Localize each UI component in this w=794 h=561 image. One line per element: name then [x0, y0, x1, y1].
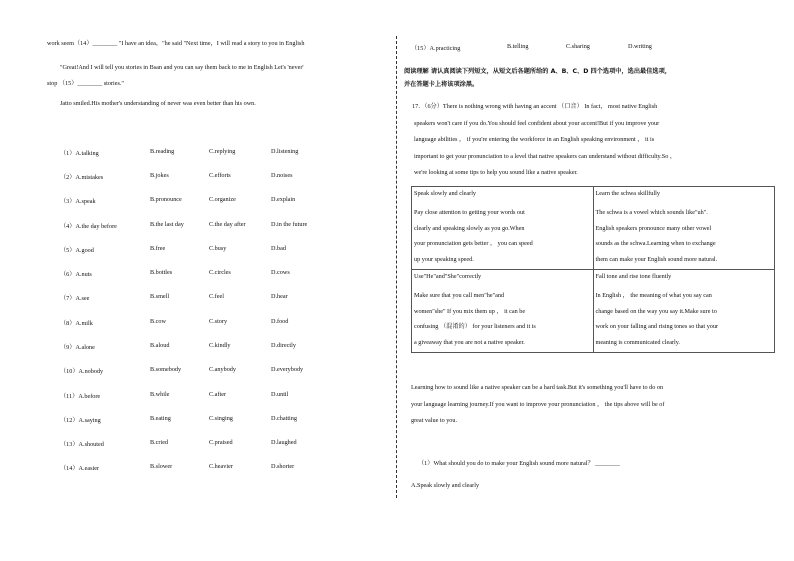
- reading-paragraph-1: [404, 99, 776, 182]
- tip-cell-tone: [593, 270, 775, 353]
- option-d: D.listening: [271, 148, 299, 155]
- passage-line-1: work seem（14）________ "I have an idea，"he said "Next time，I will read a story to you in English: [47, 40, 305, 47]
- option-b: B.bottles: [150, 269, 173, 276]
- option-a: （2）A.mistakes: [60, 174, 104, 181]
- option-c: C.anybody: [209, 366, 236, 373]
- option-b: B.cried: [150, 439, 169, 446]
- option-c: C.efforts: [209, 172, 231, 179]
- option-a: （13）A.shouted: [60, 441, 104, 448]
- option-a: （4）A.the day before: [60, 223, 117, 230]
- tip-line: change based on the way you say it.Make sure to: [595, 307, 717, 315]
- option-a: （8）A.milk: [60, 320, 93, 327]
- tip-line: The schwa is a vowel which sounds like"uh".: [595, 209, 708, 216]
- option-c: C.story: [209, 318, 228, 325]
- option-d: D.chatting: [271, 415, 297, 422]
- tip-line: In English ， the meaning of what you say can: [595, 292, 712, 299]
- option-a: （1）A.talking: [60, 150, 99, 157]
- paragraph-line: language abilities ， if you're entering the workforce in an English speaking environment ， it is: [414, 136, 655, 143]
- answer-option-a: A.Speak slowly and clearly: [411, 482, 480, 489]
- paragraph-line: 17．（6分）There is nothing wrong with having an accent （口音） In fact， most native English: [412, 103, 658, 110]
- tip-line: confusing （混淆的） for your listeners and it is: [414, 323, 536, 330]
- option-b: B.cow: [150, 318, 166, 325]
- option-a: （6）A.nuts: [60, 271, 92, 278]
- option-a: （7）A.see: [60, 295, 90, 302]
- paragraph-line: great value to you.: [411, 417, 458, 424]
- option-d: D.everybody: [271, 366, 304, 373]
- option-a: （12）A.saying: [60, 417, 101, 424]
- option-b: B.aloud: [150, 342, 170, 349]
- instruction-line-2: 并在答题卡上将该项涂黑。: [404, 81, 479, 88]
- option-b: B.pronounce: [150, 196, 182, 203]
- tip-line: up your speaking speed.: [414, 255, 474, 263]
- option-d: D.food: [271, 318, 289, 325]
- option-a: （9）A.alone: [60, 344, 95, 351]
- option-c: C.after: [209, 391, 227, 398]
- option-c: C.circles: [209, 269, 231, 276]
- option-d: D.laughed: [271, 439, 297, 446]
- option-c: C.feel: [209, 293, 224, 300]
- option-b: B.jokes: [150, 172, 169, 179]
- option-b: B.smell: [150, 293, 170, 300]
- option-a: （14）A.easier: [60, 465, 100, 472]
- tip-title: Speak slowly and clearly: [414, 190, 477, 197]
- option-c: C.busy: [209, 245, 227, 252]
- option-d: D.hear: [271, 293, 288, 300]
- option-c: C.replying: [209, 148, 236, 155]
- tip-line: work on your falling and rising tones so that your: [595, 323, 719, 330]
- tip-line: Pay close attention to getting your words out: [414, 209, 525, 216]
- tip-line: Make sure that you call men"he"and: [414, 292, 505, 299]
- option-b: B.slower: [150, 463, 173, 470]
- option-c: C.the day after: [209, 221, 246, 228]
- tips-table: [411, 186, 775, 353]
- tip-line: sounds as the schwa.Learning when to exchange: [595, 240, 716, 247]
- tip-title: Learn the schwa skillfully: [595, 190, 660, 197]
- tip-line: meaning is communicated clearly.: [595, 338, 680, 346]
- tip-title: Fall tone and rise tone fluently: [595, 273, 672, 280]
- tip-cell-he-she: [412, 270, 594, 353]
- option-b: B.free: [150, 245, 166, 252]
- passage-line-4: Jatto smiled.His mother's understanding of never was even better than his own.: [60, 100, 256, 107]
- tip-line: English speakers pronounce many other vowel: [595, 224, 712, 232]
- tip-line: a giveaway that you are not a native speaker.: [414, 338, 525, 346]
- paragraph-line: important to get your pronunciation to a level that native speakers can understand without difficulty.So ，: [414, 152, 677, 160]
- option-a: （15）A.practicing: [411, 45, 461, 52]
- instruction-line-1: 阅读理解 请认真阅读下列短文，从短文后各题所给的 A、B、C、D 四个选项中，选出最佳选项，: [404, 68, 671, 75]
- option-b: B.eating: [150, 415, 171, 422]
- option-a: （3）A.speak: [60, 198, 96, 205]
- paragraph-line: speakers won't care if you do.You should feel confident about your accent!But if you improve your: [414, 119, 660, 127]
- option-b: B.while: [150, 391, 170, 398]
- option-c: C.organize: [209, 196, 236, 203]
- tip-title: Use"He"and"She"correctly: [414, 273, 482, 280]
- option-d: D.noises: [271, 172, 293, 179]
- option-a: （11）A.before: [60, 393, 101, 400]
- option-b: B.the last day: [150, 221, 184, 228]
- paragraph-line: we're looking at some tips to help you sound like a native speaker.: [414, 169, 578, 176]
- option-d: D.in the future: [271, 221, 308, 228]
- option-d: D.bad: [271, 245, 286, 252]
- option-d: D.until: [271, 391, 289, 398]
- option-d: D.directly: [271, 342, 296, 349]
- tip-cell-speak-slowly: [412, 187, 594, 270]
- paragraph-line: Learning how to sound like a native speaker can be a hard task.But it's something you'll have to do on: [411, 384, 664, 391]
- option-c: C.heavier: [209, 463, 233, 470]
- question-1: （1）What should you do to make your English sound more natural？ ________: [418, 460, 620, 467]
- tip-cell-schwa: [593, 187, 775, 270]
- option-c: C.praised: [209, 439, 233, 446]
- option-b: B.telling: [507, 43, 529, 50]
- passage-line-2: "Great!And I will tell you stories in Bsan and you can say them back to me in English Let's 'never': [60, 64, 304, 71]
- tip-line: women"she" If you mix them up ， it can be: [414, 307, 526, 315]
- option-a: （5）A.good: [60, 247, 94, 254]
- option-a: （10）A.nobody: [60, 368, 104, 375]
- tip-line: clearly and speaking slowly as you go.When: [414, 224, 525, 232]
- option-c: C.singing: [209, 415, 233, 422]
- column-divider: [396, 36, 397, 498]
- tip-line: your pronunciation gets better ， you can speed: [414, 240, 533, 247]
- option-b: B.reading: [150, 148, 175, 155]
- passage-line-3: stop （15）________ stories.": [47, 80, 124, 87]
- option-d: D.writing: [628, 43, 652, 50]
- option-c: C.kindly: [209, 342, 231, 349]
- option-d: D.explain: [271, 196, 296, 203]
- option-b: B.somebody: [150, 366, 182, 373]
- option-d: D.shorter: [271, 463, 295, 470]
- option-d: D.cows: [271, 269, 290, 276]
- option-c: C.sharing: [566, 43, 590, 50]
- tip-line: them can make your English sound more natural.: [595, 255, 718, 263]
- reading-paragraph-2: [411, 380, 776, 430]
- paragraph-line: your language learning journey.If you want to improve your pronunciation ， the tips above will be of: [411, 400, 665, 408]
